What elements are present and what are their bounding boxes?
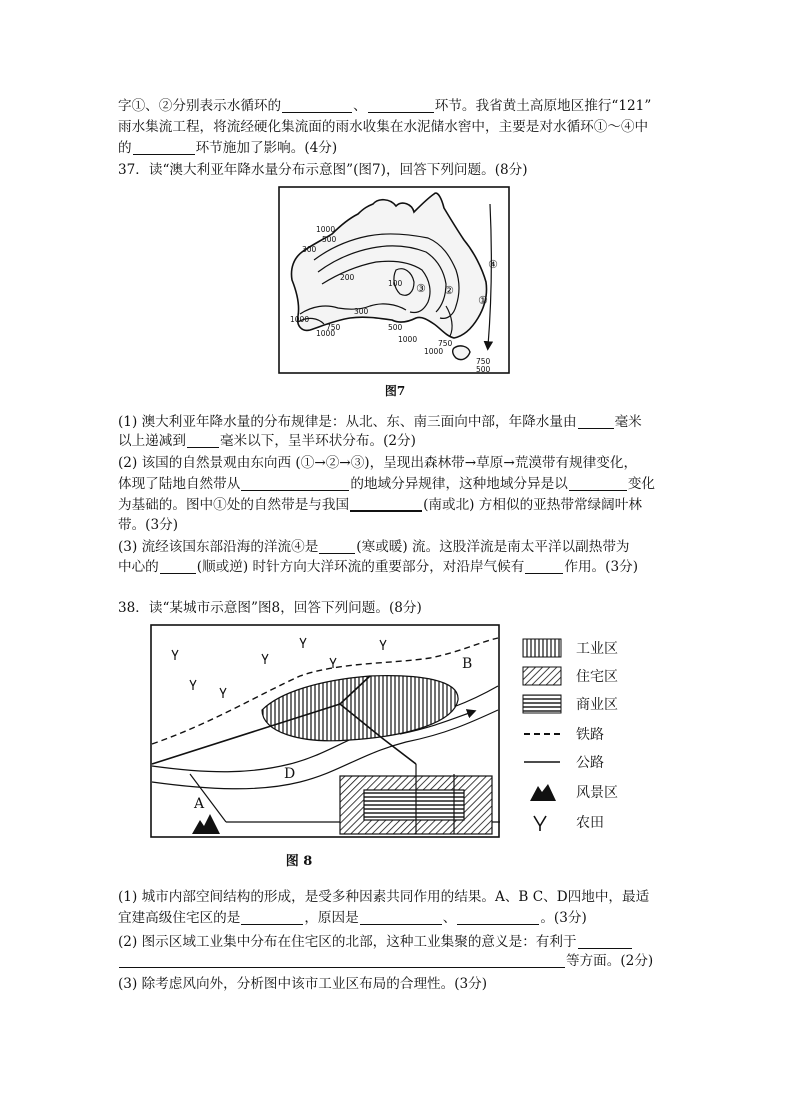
q36-line-3	[118, 138, 337, 158]
isohyet-label: 500	[476, 365, 491, 374]
isohyet-label: 500	[388, 323, 403, 332]
q38-p2-line-1	[118, 932, 633, 952]
isohyet-label: 750	[438, 339, 453, 348]
legend-label: 工业区	[576, 641, 618, 657]
legend-scenic	[522, 780, 618, 804]
legend-label: 风景区	[576, 785, 618, 801]
legend-farmland	[522, 810, 604, 834]
text: 以上递减到	[118, 433, 186, 449]
mountain-icon	[522, 782, 562, 802]
legend-label: 住宅区	[576, 669, 618, 685]
answer-blank[interactable]	[578, 934, 632, 949]
text: 的地域分异规律，这种地域分异是以	[350, 476, 568, 492]
answer-blank[interactable]	[350, 496, 422, 512]
answer-blank[interactable]	[525, 559, 563, 574]
answer-blank[interactable]	[319, 539, 355, 554]
text: 环节。我省黄土高原地区推行“121”	[434, 98, 652, 114]
isohyet-label: 300	[354, 307, 369, 316]
city-map	[150, 624, 500, 838]
isohyet-label: 200	[340, 273, 355, 282]
answer-blank[interactable]	[578, 414, 614, 429]
q37-stem: 37．读“澳大利亚年降水量分布示意图”(图7)，回答下列问题。(8分)	[118, 162, 528, 178]
q37-p1-line-1	[118, 412, 642, 432]
isohyet-label: 100	[388, 279, 403, 288]
label-B: B	[462, 656, 473, 672]
marker-3: ③	[416, 282, 426, 295]
marker-4: ④	[488, 258, 498, 271]
answer-blank[interactable]	[133, 140, 195, 155]
text: 毫米	[614, 414, 642, 430]
q36-line-2: 雨水集流工程，将流经硬化集流面的雨水收集在水泥储水窖中，主要是对水循环①～④中	[118, 119, 649, 135]
isohyet-label: 750	[326, 323, 341, 332]
q37-p2-line-1: (2) 该国的自然景观由东向西 (①→②→③)，呈现出森林带→草原→荒漠带有规律变化，	[118, 455, 638, 471]
text: (寒或暖) 流。这股洋流是南太平洋以副热带为	[356, 539, 630, 555]
q38-stem: 38．读“某城市示意图”图8，回答下列问题。(8分)	[118, 600, 422, 616]
isohyet-label: 1000	[316, 225, 336, 234]
text: 。(3分)	[540, 910, 587, 926]
isohyet-label: 1000	[398, 335, 418, 344]
figure-7-caption: 图7	[384, 384, 406, 398]
residential-swatch	[522, 666, 562, 686]
answer-blank[interactable]	[241, 910, 303, 925]
answer-blank[interactable]	[360, 910, 442, 925]
legend-label: 农田	[576, 815, 604, 831]
text: 的	[118, 140, 132, 156]
highway-swatch	[522, 752, 562, 772]
figure-8-caption: 图 8	[285, 854, 313, 869]
isohyet-label: 300	[302, 245, 317, 254]
text: 、	[442, 910, 457, 926]
text: 作用。(3分)	[564, 559, 639, 575]
legend-label: 商业区	[576, 697, 618, 713]
q38-p1-line-2	[118, 908, 587, 928]
answer-blank[interactable]	[187, 433, 219, 448]
text: (南或北) 方相似的亚热带常绿阔叶林	[423, 497, 642, 513]
q38-p1-line-1: (1) 城市内部空间结构的形成，是受多种因素共同作用的结果。A、B C、D四地中，最适	[118, 889, 650, 905]
legend-railway	[522, 722, 604, 746]
answer-blank[interactable]	[119, 953, 565, 968]
text: 环节施加了影响。(4分)	[195, 140, 338, 156]
q37-p3-line-1	[118, 537, 630, 557]
legend-highway	[522, 750, 604, 774]
text: 字①、②分别表示水循环的	[118, 98, 282, 114]
text: ，原因是	[304, 910, 359, 926]
farmland-icon	[522, 812, 562, 832]
isohyet-label: 1000	[316, 329, 336, 338]
marker-2: ②	[444, 284, 454, 297]
isohyet-label: 1000	[290, 315, 310, 324]
answer-blank[interactable]	[368, 98, 434, 113]
isohyet-label: 1000	[424, 347, 444, 356]
q36-line-1	[118, 96, 651, 116]
text: 变化	[627, 476, 656, 492]
legend-residential	[522, 664, 618, 688]
legend-label: 铁路	[576, 727, 604, 743]
text: 体现了陆地自然带从	[118, 476, 241, 492]
city-map-legend	[522, 636, 652, 836]
commercial-swatch	[522, 694, 562, 714]
q37-p2-line-4: 带。(3分)	[118, 517, 179, 533]
city-map-svg	[150, 624, 500, 838]
q38-p2-line-2	[118, 951, 653, 971]
answer-blank[interactable]	[160, 559, 196, 574]
answer-blank[interactable]	[282, 98, 352, 113]
legend-industrial	[522, 636, 618, 660]
q37-p1-line-2	[118, 431, 416, 451]
answer-blank[interactable]	[241, 476, 349, 491]
text: (2) 图示区域工业集中分布在住宅区的北部，这种工业集聚的意义是：有利于	[118, 934, 577, 950]
text: 毫米以下，呈半环状分布。(2分)	[219, 433, 416, 449]
label-D: D	[284, 766, 296, 782]
marker-1: ①	[478, 294, 488, 307]
label-A: A	[194, 796, 205, 812]
text: 等方面。(2分)	[566, 953, 654, 969]
text: 、	[353, 98, 367, 114]
isohyet-label: 750	[476, 357, 491, 366]
q37-p2-line-3	[118, 495, 642, 515]
australia-map-svg	[278, 186, 510, 376]
q37-p2-line-2	[118, 474, 655, 494]
text: (顺或逆) 时针方向大洋环流的重要部分，对沿岸气候有	[196, 559, 525, 575]
answer-blank[interactable]	[569, 476, 627, 491]
q37-p3-line-2	[118, 557, 638, 577]
legend-commercial	[522, 692, 618, 716]
text: (1) 澳大利亚年降水量的分布规律是：从北、东、南三面向中部，年降水量由	[118, 414, 577, 430]
text: 为基础的。图中①处的自然带是与我国	[118, 497, 350, 513]
text: (3) 流经该国东部沿海的洋流④是	[118, 539, 319, 555]
railway-swatch	[522, 724, 562, 744]
industrial-swatch	[522, 638, 562, 658]
answer-blank[interactable]	[457, 910, 539, 925]
text: 中心的	[118, 559, 159, 575]
q38-p3: (3) 除考虑风向外，分析图中该市工业区布局的合理性。(3分)	[118, 976, 488, 992]
australia-precipitation-map	[278, 186, 510, 376]
isohyet-label: 500	[322, 235, 337, 244]
legend-label: 公路	[576, 755, 604, 771]
text: 宜建高级住宅区的是	[118, 910, 241, 926]
